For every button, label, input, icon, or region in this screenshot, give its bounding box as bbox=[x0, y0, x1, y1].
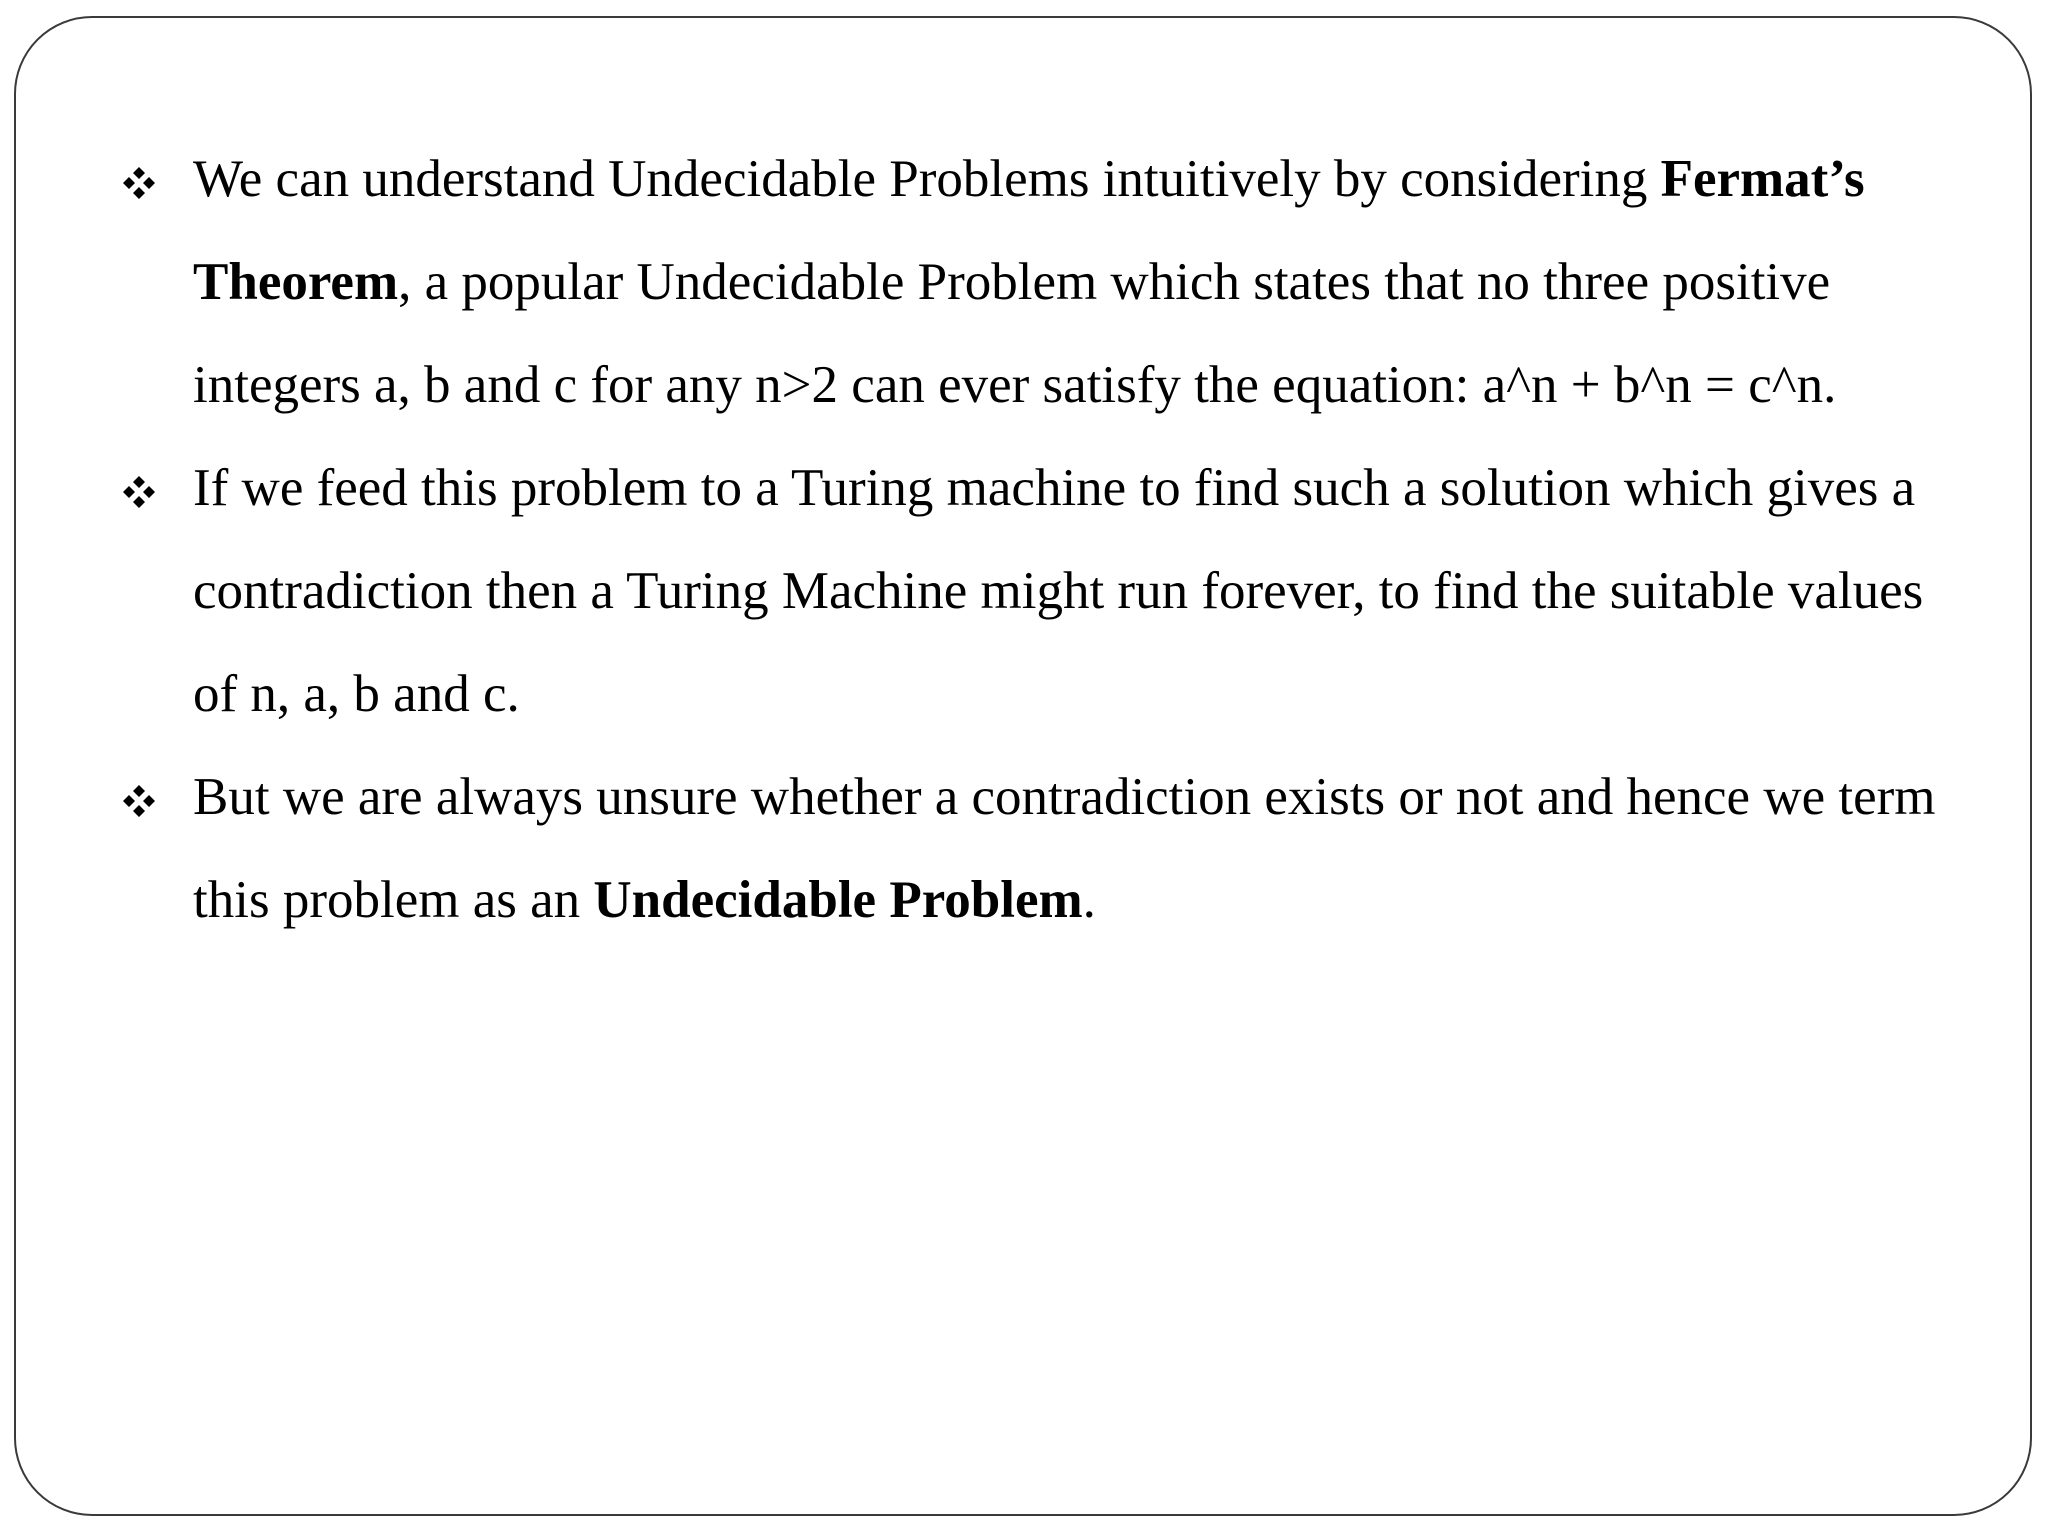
bullet-item bbox=[116, 437, 1956, 746]
bold-term-undecidable-problem: Undecidable Problem bbox=[593, 871, 1083, 929]
four-diamond-bullet-icon bbox=[121, 165, 157, 201]
bullet-text bbox=[193, 459, 1923, 723]
four-diamond-bullet-icon bbox=[121, 474, 157, 510]
bullet-text bbox=[193, 150, 1865, 414]
bullet-text-segment: If we feed this problem to a Turing machine to find such a solution which gives a contradiction then a Turing Machine might run forever, to find the suitable values of n, a, b and c. bbox=[193, 459, 1924, 723]
slide-body bbox=[116, 128, 1956, 952]
bullet-text-segment: We can understand Undecidable Problems intuitively by considering bbox=[193, 150, 1661, 208]
bullet-text-segment: But we are always unsure whether a contradiction exists or not and hence we term this problem as an bbox=[193, 768, 1936, 929]
four-diamond-bullet-icon bbox=[121, 783, 157, 819]
bullet-text-segment: . bbox=[1082, 871, 1096, 929]
bullet-item bbox=[116, 746, 1956, 952]
bold-term-fermats-theorem: Fermat’s Theorem bbox=[193, 150, 1865, 311]
bullet-item bbox=[116, 128, 1956, 437]
bullet-text-segment: , a popular Undecidable Problem which states that no three positive integers a, b and c for any n>2 can ever satisfy the equation: a^n + b^n = c^n. bbox=[193, 253, 1837, 414]
bullet-text bbox=[193, 768, 1936, 929]
